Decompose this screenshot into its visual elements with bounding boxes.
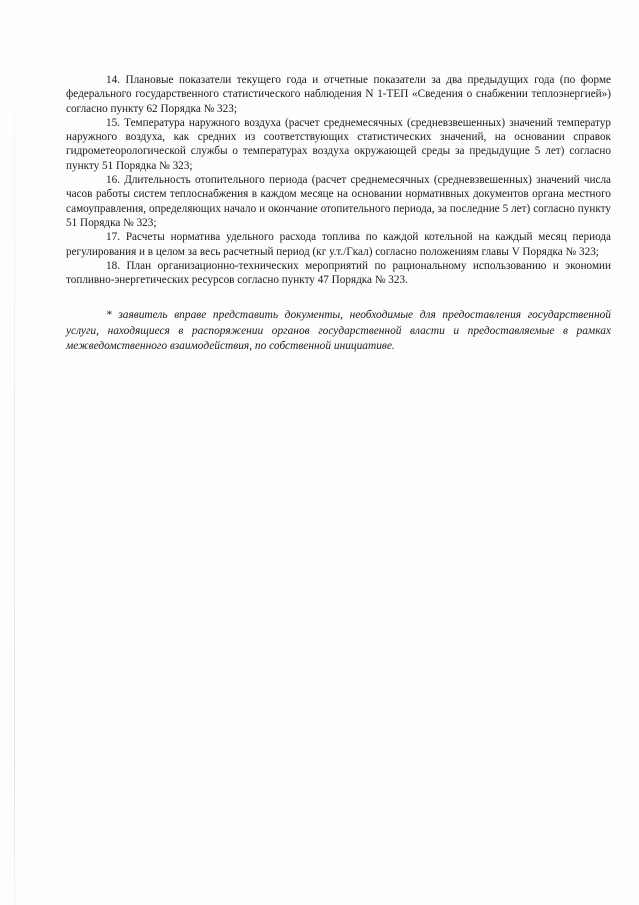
list-item-17: 17. Расчеты норматива удельного расхода топлива по каждой котельной на каждый месяц периода регулирования и в целом за весь расчетный период (кг у.т./Гкал) согласно положениям главы V Порядка № 323; bbox=[66, 231, 611, 258]
footnote: * заявитель вправе представить документы, необходимые для предоставления государственной услуги, находящиеся в распоряжении органов государственной власти и предоставляемые в рамках межведомственного взаимодействия, по собственной инициативе. bbox=[66, 309, 611, 352]
list-item-16: 16. Длительность отопительного периода (расчет среднемесячных (средневзвешенных) значений числа часов работы систем теплоснабжения в каждом месяце на основании нормативных документов органа местного самоуправления, определяющих начало и окончание отопительного периода, за последние 5 лет) согласно пункту 51 Порядка № 323; bbox=[66, 174, 611, 229]
document-body bbox=[66, 73, 611, 365]
list-item-14: 14. Плановые показатели текущего года и отчетные показатели за два предыдущих года (по форме федерального государственного статистического наблюдения N 1-ТЕП «Сведения о снабжении теплоэнергией») согласно пункту 62 Порядка № 323; bbox=[66, 74, 611, 115]
scan-edge-shadow bbox=[14, 0, 15, 905]
list-item-15: 15. Температура наружного воздуха (расчет среднемесячных (средневзвешенных) значений температур наружного воздуха, как средних из соответствующих статистических значений, на основании справок гидрометеорологической службы о температурах воздуха окружающей среды за предыдущие 5 лет) согласно пункту 51 Порядка № 323; bbox=[66, 116, 611, 172]
list-item-18: 18. План организационно-технических мероприятий по рациональному использованию и экономии топливно-энергетических ресурсов согласно пункту 47 Порядка № 323. bbox=[66, 259, 611, 287]
